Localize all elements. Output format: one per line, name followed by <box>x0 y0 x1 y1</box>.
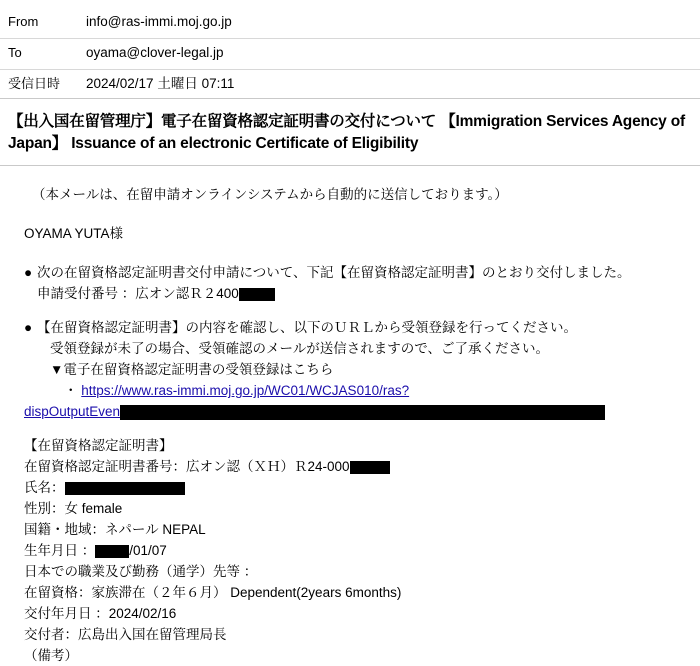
redaction-name <box>65 482 185 495</box>
issuance-line <box>24 262 690 283</box>
email-body <box>0 166 700 666</box>
registration-line <box>24 317 690 338</box>
header-row-received <box>0 70 700 98</box>
certificate-number-label: 在留資格認定証明書番号：広オン認（ＸＨ）Ｒ24-000 <box>24 459 350 474</box>
certificate-details <box>10 435 690 666</box>
bullet-marker-2: ● <box>24 320 33 335</box>
received-label: 受信日時 <box>8 76 61 91</box>
redaction-birthdate <box>95 545 129 558</box>
redaction-url-token <box>120 405 605 420</box>
detail-birthdate <box>24 540 690 561</box>
registration-link-row[interactable] <box>24 380 690 401</box>
birthdate-label: 生年月日 ： <box>24 543 96 558</box>
detail-status: 在留資格：家族滞在（２年６月） Dependent(2years 6months) <box>24 585 402 600</box>
registration-url-link[interactable]: https://www.ras-immi.moj.go.jp/WC01/WCJAS010/ras? <box>81 383 410 398</box>
header-row-from <box>0 8 700 36</box>
from-value: info@ras-immi.moj.go.jp <box>86 14 232 29</box>
to-value: oyama@clover-legal.jp <box>86 45 224 60</box>
bullet-marker: ● <box>24 265 33 280</box>
received-value: 2024/02/17 土曜日 07:11 <box>86 76 235 91</box>
recipient-greeting: OYAMA YUTA様 <box>24 226 124 241</box>
name-label: 氏名： <box>24 480 65 495</box>
application-number-line <box>24 283 690 304</box>
registration-link-row-2[interactable] <box>24 401 690 422</box>
email-header <box>0 0 700 98</box>
detail-certificate-number <box>24 456 690 477</box>
registration-text: 【在留資格認定証明書】の内容を確認し、以下のＵＲＬから受領登録を行ってください。 <box>37 320 577 335</box>
birthdate-suffix: /01/07 <box>129 543 167 558</box>
detail-gender: 性別：女 female <box>24 501 123 516</box>
detail-nationality: 国籍・地域：ネパール NEPAL <box>24 522 206 537</box>
link-bullet: ・ <box>64 383 78 398</box>
registration-url-link-continued[interactable]: dispOutputEven <box>24 404 121 419</box>
auto-send-note: （本メールは、在留申請オンラインシステムから自動的に送信しております。） <box>32 187 508 202</box>
redaction-certificate-number <box>350 461 390 474</box>
issuance-block <box>10 262 690 304</box>
email-subject: 【出入国在留管理庁】電子在留資格認定証明書の交付について 【Immigration Services Agency of Japan】 Issuance of an electronic Certificate of Eligibility <box>8 113 685 152</box>
issuance-text: 次の在留資格認定証明書交付申請について、下記【在留資格認定証明書】のとおり交付しました。 <box>37 265 631 280</box>
certificate-title: 【在留資格認定証明書】 <box>24 438 173 453</box>
detail-name <box>24 477 690 498</box>
detail-remarks: （備考） <box>24 648 78 663</box>
redaction-application-number <box>239 288 275 301</box>
registration-block <box>10 317 690 422</box>
detail-issue-date: 交付年月日 ：2024/02/16 <box>24 606 177 621</box>
detail-workplace: 日本での職業及び勤務（通学）先等 ： <box>24 564 258 579</box>
detail-issuer: 交付者：広島出入国在留管理局長 <box>24 627 227 642</box>
from-label: From <box>8 14 39 29</box>
header-row-to <box>0 39 700 67</box>
registration-note: 受領登録が未了の場合、受領確認のメールが送信されますので、ご了承ください。 <box>50 341 549 356</box>
application-number-label: 申請受付番号 ：広オン認Ｒ２400 <box>37 286 239 301</box>
to-label: To <box>8 45 22 60</box>
registration-link-heading: ▼電子在留資格認定証明書の受領登録はこちら <box>50 362 334 377</box>
